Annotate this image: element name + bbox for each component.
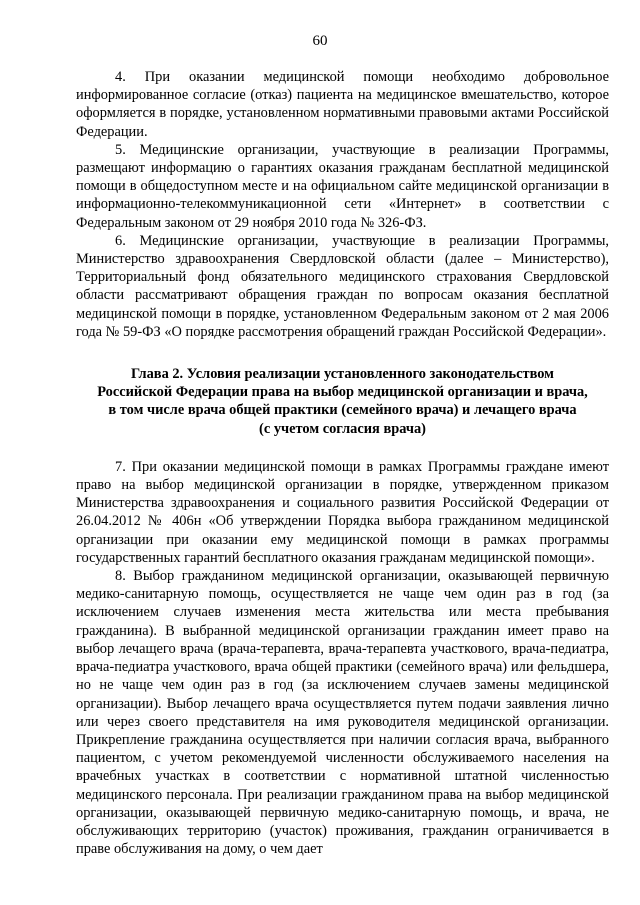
paragraph-6: 6. Медицинские организации, участвующие в реализации Программы, Министерство здравоохранения Свердловской области (далее – Министерство), Территориальный фонд обязательного медицинского страхования Свердловской области рассматривают обращения граждан по вопросам оказания бесплатной медицинской помощи в порядке, установленном Федеральным законом от 2 мая 2006 года № 59-ФЗ «О порядке рассмотрения обращений граждан Российской Федерации». (76, 232, 609, 340)
document-body (76, 68, 609, 858)
chapter-heading-line: Российской Федерации права на выбор медицинской организации и врача, (97, 384, 588, 401)
paragraph-8: 8. Выбор гражданином медицинской организации, оказывающей первичную медико-санитарную помощь, осуществляется не чаще чем один раз в год (за исключением случаев изменения места жительства или места пребывания гражданина). В выбранной медицинской организации гражданин имеет право на выбор лечащего врача (врача-терапевта, врача-терапевта участкового, врача-педиатра, врача-педиатра участкового, врача общей практики (семейного врача) или фельдшера, но не чаще чем один раз в год (за исключением случаев замены медицинской организации). Выбор лечащего врача осуществляется путем подачи заявления лично или через своего представителя на имя руководителя медицинской организации. Прикрепление гражданина осуществляется при наличии согласия врача, выбранного пациентом, с учетом рекомендуемой численности обслуживаемого населения на врачебных участках в соответствии с нормативной штатной численностью медицинского персонала. При реализации гражданином права на выбор медицинской организации, оказывающей первичную медико-санитарную помощь, и врача, не обслуживающих территорию (участок) проживания, гражданин ограничивается в праве обслуживания на дому, о чем дает (76, 568, 609, 858)
chapter-heading (76, 365, 609, 438)
chapter-heading-line: Глава 2. Условия реализации установленного законодательством (131, 366, 554, 383)
page-number: 60 (312, 33, 328, 49)
chapter-heading-line: в том числе врача общей практики (семейного врача) и лечащего врача (108, 402, 577, 419)
paragraph-4: 4. При оказании медицинской помощи необходимо добровольное информированное согласие (отказ) пациента на медицинское вмешательство, которое оформляется в порядке, установленном нормативными правовыми актами Российской Федерации. (76, 69, 609, 140)
paragraph-5: 5. Медицинские организации, участвующие в реализации Программы, размещают информацию о гарантиях оказания гражданам бесплатной медицинской помощи в общедоступном месте и на официальном сайте медицинской организации в информационно-телекоммуникационной сети «Интернет» в соответствии с Федеральным законом от 29 ноября 2010 года № 326-ФЗ. (76, 141, 609, 231)
chapter-heading-line: (с учетом согласия врача) (259, 420, 426, 437)
paragraph-7: 7. При оказании медицинской помощи в рамках Программы граждане имеют право на выбор медицинской организации в порядке, утвержденном приказом Министерства здравоохранения и социального развития Российской Федерации от 26.04.2012 № 406н «Об утверждении Порядка выбора гражданином медицинской организации при оказании ему медицинской помощи в рамках программы государственных гарантий бесплатного оказания гражданам медицинской помощи». (76, 458, 609, 566)
